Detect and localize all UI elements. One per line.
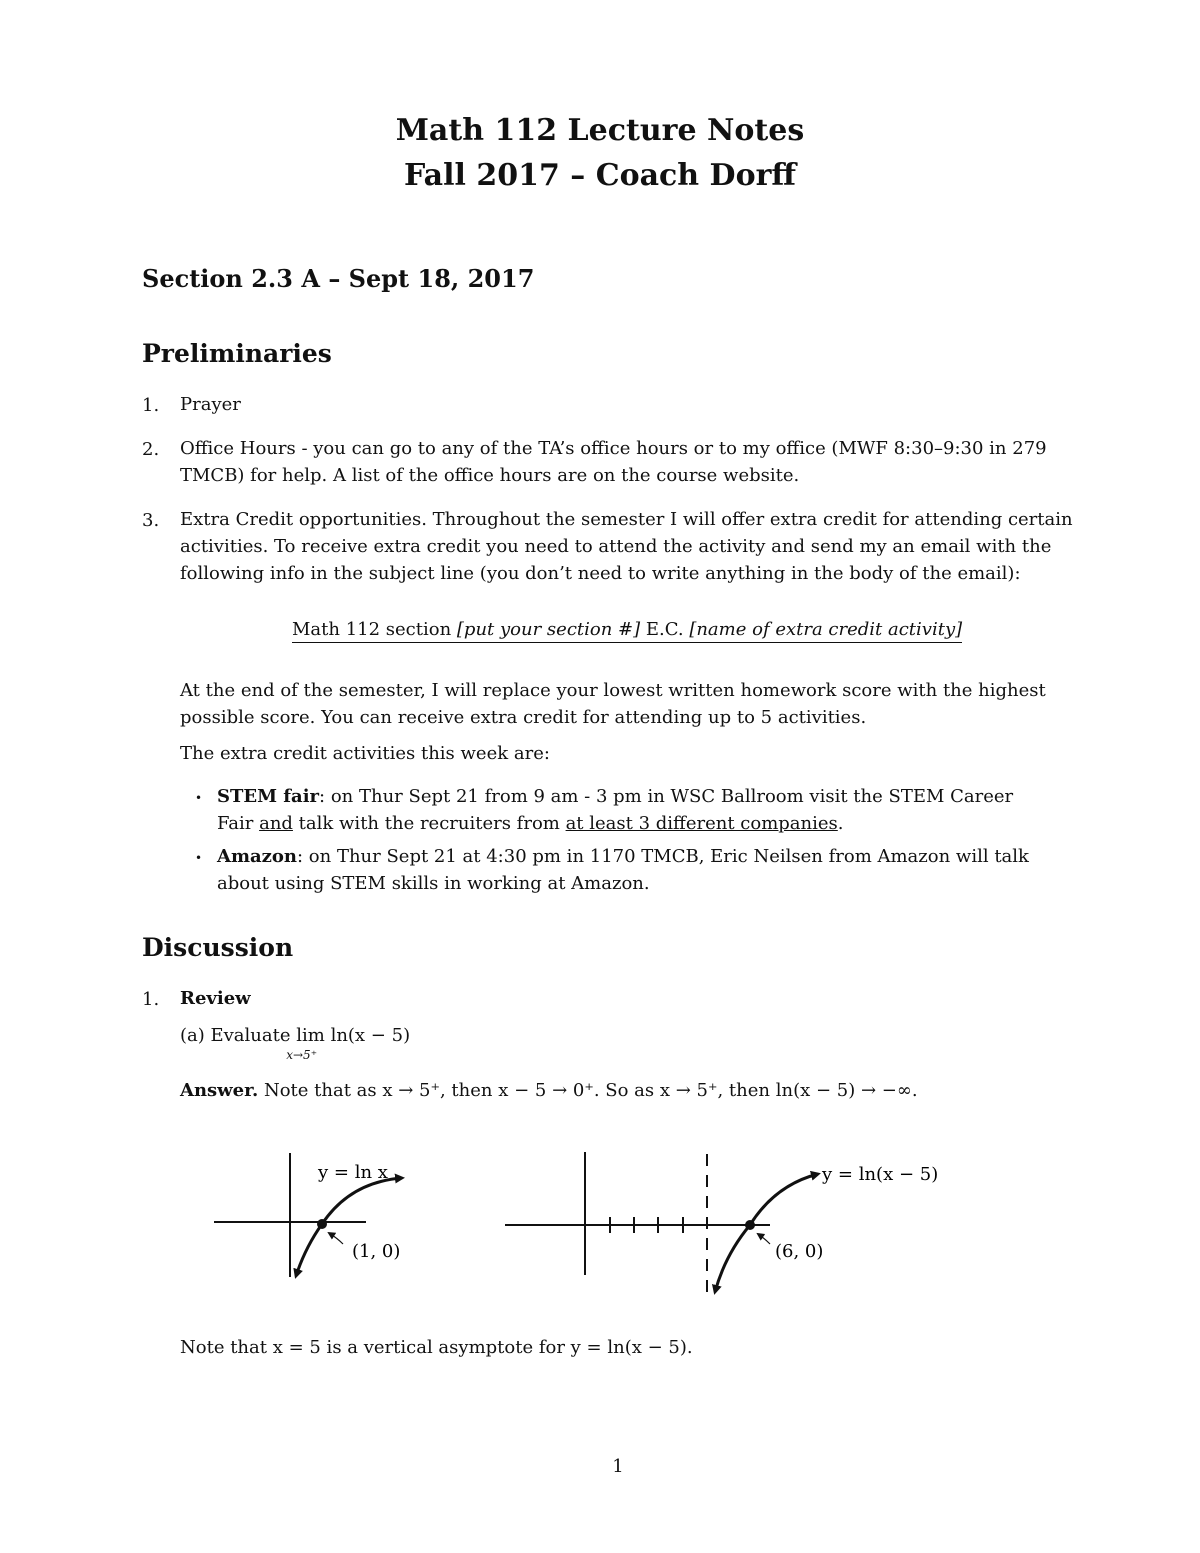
answer bbox=[180, 1077, 918, 1104]
item-extra-credit-line2: activities. To receive extra credit you need to attend the activity and send my an email with the bbox=[180, 536, 1052, 557]
curve-lower bbox=[715, 1225, 750, 1292]
section-heading: Section 2.3 A – Sept 18, 2017 bbox=[142, 264, 535, 293]
subject-middle: E.C. bbox=[640, 619, 690, 640]
activity-amazon-line2: about using STEM skills in working at Amazon. bbox=[217, 873, 650, 894]
subject-section-placeholder: [put your section #] bbox=[456, 619, 641, 640]
review-title: Review bbox=[180, 988, 251, 1009]
activity-detail: : on Thur Sept 21 from 9 am - 3 pm in WSC Ballroom visit the STEM Career bbox=[319, 786, 1014, 807]
discussion-heading: Discussion bbox=[142, 933, 294, 962]
end-of-semester-line1: At the end of the semester, I will replace your lowest written homework score with the highest bbox=[180, 680, 1046, 701]
doc-title-line2: Fall 2017 – Coach Dorff bbox=[403, 158, 797, 193]
item-office-hours-line1: Office Hours - you can go to any of the TA’s office hours or to my office (MWF 8:30–9:30 in 279 bbox=[180, 438, 1047, 459]
part-a-label: (a) Evaluate bbox=[180, 1025, 297, 1046]
activity-emphasis: and bbox=[259, 813, 293, 834]
activity-stem-fair-line2 bbox=[217, 810, 844, 837]
intercept-point bbox=[317, 1219, 327, 1229]
preliminaries-heading: Preliminaries bbox=[142, 339, 332, 368]
graph-ln-x-minus-5 bbox=[505, 1152, 938, 1292]
bullet-icon: • bbox=[195, 791, 203, 805]
curve-upper bbox=[322, 1178, 402, 1224]
intercept-point bbox=[745, 1220, 755, 1230]
asymptote-note: Note that x = 5 is a vertical asymptote for y = ln(x − 5). bbox=[180, 1337, 693, 1358]
item-number: 1. bbox=[142, 395, 160, 416]
activity-stem-fair-line1 bbox=[217, 783, 1013, 810]
page-number: 1 bbox=[612, 1456, 624, 1477]
item-office-hours-line2: TMCB) for help. A list of the office hours are on the course website. bbox=[180, 465, 800, 486]
curve-lower bbox=[296, 1224, 322, 1276]
curve-label: y = ln(x − 5) bbox=[822, 1164, 939, 1185]
email-subject-template bbox=[292, 618, 962, 643]
activity-amazon-line1 bbox=[217, 843, 1029, 870]
answer-text: Note that as x → 5⁺, then x − 5 → 0⁺. So as x → 5⁺, then ln(x − 5) → −∞. bbox=[258, 1080, 918, 1101]
activity-name: Amazon bbox=[217, 846, 297, 867]
lim-expression: ln(x − 5) bbox=[330, 1025, 411, 1046]
item-extra-credit-line3: following info in the subject line (you don’t need to write anything in the body of the email): bbox=[180, 563, 1021, 584]
curve-upper bbox=[750, 1174, 818, 1225]
point-label: (6, 0) bbox=[775, 1241, 824, 1262]
activity-detail: : on Thur Sept 21 at 4:30 pm in 1170 TMCB, Eric Neilsen from Amazon will talk bbox=[297, 846, 1029, 867]
part-a-prompt bbox=[180, 1022, 411, 1062]
doc-title-line1: Math 112 Lecture Notes bbox=[395, 113, 805, 148]
activity-name: STEM fair bbox=[217, 786, 320, 807]
point-label: (1, 0) bbox=[352, 1241, 401, 1262]
activity-detail: talk with the recruiters from bbox=[292, 813, 566, 834]
lim-subscript: x→5⁺ bbox=[286, 1048, 318, 1062]
subject-activity-placeholder: [name of extra credit activity] bbox=[689, 619, 963, 640]
graph-ln-x bbox=[214, 1153, 402, 1277]
item-number: 1. bbox=[142, 989, 160, 1010]
item-number: 3. bbox=[142, 510, 160, 531]
activity-emphasis: at least 3 different companies bbox=[565, 813, 838, 834]
curve-label: y = ln x bbox=[318, 1162, 388, 1183]
activities-intro: The extra credit activities this week are: bbox=[180, 743, 550, 764]
activity-detail: Fair bbox=[217, 813, 260, 834]
point-label-arrow bbox=[329, 1233, 343, 1244]
activity-detail: . bbox=[837, 813, 844, 834]
answer-label: Answer. bbox=[180, 1080, 259, 1101]
bullet-icon: • bbox=[195, 851, 203, 865]
subject-prefix: Math 112 section bbox=[292, 619, 457, 640]
item-extra-credit-line1: Extra Credit opportunities. Throughout the semester I will offer extra credit for attending certain bbox=[180, 509, 1073, 530]
graphs-figure bbox=[0, 1140, 1200, 1340]
item-number: 2. bbox=[142, 439, 160, 460]
item-prayer: Prayer bbox=[180, 394, 241, 415]
lim-word: lim bbox=[296, 1025, 325, 1046]
end-of-semester-line2: possible score. You can receive extra credit for attending up to 5 activities. bbox=[180, 707, 867, 728]
point-label-arrow bbox=[758, 1234, 770, 1244]
limit-expression bbox=[286, 1022, 325, 1062]
